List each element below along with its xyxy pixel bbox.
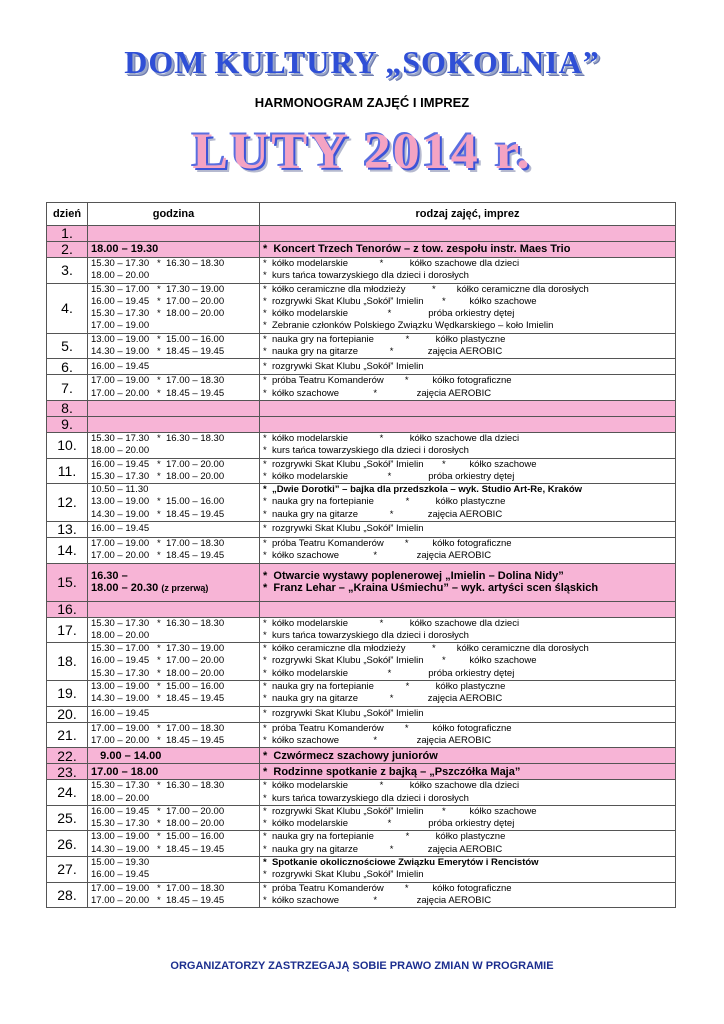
- day-cell: 24.: [47, 780, 88, 806]
- day-cell: 3.: [47, 258, 88, 284]
- activity-line: * nauka gry na fortepianie * kółko plastyczne: [263, 831, 506, 843]
- hours-line: 16.00 – 19.45: [91, 869, 150, 881]
- day-cell: 6.: [47, 359, 88, 375]
- hours-line: 13.00 – 19.00 * 15.00 – 16.00: [91, 333, 225, 345]
- page-title: DOM KULTURY „SOKOLNIA”: [124, 44, 600, 80]
- activity-line: * rozgrywki Skat Klubu „Sokół” Imielin * kółko szachowe: [263, 655, 537, 667]
- hours-line: 17.00 – 19.00 * 17.00 – 18.30: [91, 722, 225, 734]
- hours-line: 15.30 – 17.30 * 18.00 – 20.00: [91, 470, 225, 482]
- table-row: [47, 706, 676, 722]
- day-cell: 8.: [47, 400, 88, 416]
- hours-cell: [88, 359, 260, 375]
- table-row: [47, 764, 676, 780]
- hours-cell: [88, 780, 260, 806]
- hours-line: 17.00 – 20.00 * 18.45 – 19.45: [91, 550, 225, 562]
- day-cell: 14.: [47, 538, 88, 564]
- hours-cell: [88, 432, 260, 458]
- activity-line: * rozgrywki Skat Klubu „Sokół” Imielin: [263, 707, 424, 719]
- activity-line: * kółko modelarskie * kółko szachowe dla dzieci: [263, 780, 520, 792]
- hours-cell: [88, 882, 260, 908]
- activity-line: * nauka gry na gitarze * zajęcia AEROBIC: [263, 508, 503, 520]
- activity-line: * Zebranie członków Polskiego Związku Wędkarskiego – koło Imielin: [263, 320, 554, 332]
- hours-line: 15.30 – 17.30 * 16.30 – 18.30: [91, 432, 225, 444]
- hours-cell: [88, 375, 260, 401]
- activities-cell: [260, 681, 676, 707]
- hours-line: 16.00 – 19.45 * 17.00 – 20.00: [91, 655, 225, 667]
- activities-cell: [260, 706, 676, 722]
- hours-cell: [88, 601, 260, 617]
- table-row: [47, 242, 676, 258]
- activities-cell: [260, 484, 676, 522]
- activity-line: * Otwarcie wystawy poplenerowej „Imielin – Dolina Nidy”: [263, 569, 564, 582]
- hours-line: 17.00 – 19.00: [91, 320, 150, 332]
- activities-cell: [260, 601, 676, 617]
- hours-line: 15.30 – 17.00 * 17.30 – 19.00: [91, 643, 225, 655]
- activity-line: * rozgrywki Skat Klubu „Sokół” Imielin: [263, 869, 424, 881]
- month-heading: LUTY 2014 r.: [192, 122, 532, 180]
- activities-cell: [260, 563, 676, 601]
- day-cell: 18.: [47, 643, 88, 681]
- table-row: [47, 333, 676, 359]
- activities-cell: [260, 856, 676, 882]
- hours-cell: [88, 563, 260, 601]
- hours-line: 14.30 – 19.00 * 18.45 – 19.45: [91, 508, 225, 520]
- hours-line: 18.00 – 20.30: [91, 582, 159, 595]
- hours-line: (z przerwą): [161, 583, 209, 594]
- table-row: [47, 681, 676, 707]
- hours-line: 16.00 – 19.45: [91, 523, 150, 535]
- activities-cell: [260, 831, 676, 857]
- footer-note: ORGANIZATORZY ZASTRZEGAJĄ SOBIE PRAWO ZMIAN W PROGRAMIE: [170, 960, 554, 972]
- column-header-activities: rodzaj zajęć, imprez: [260, 203, 676, 226]
- activity-line: * kółko modelarskie * próba orkiestry dętej: [263, 667, 515, 679]
- table-row: [47, 856, 676, 882]
- activity-line: * próba Teatru Komanderów * kółko fotograficzne: [263, 538, 512, 550]
- activity-line: * kurs tańca towarzyskiego dla dzieci i dorosłych: [263, 792, 469, 804]
- hours-line: 17.00 – 20.00 * 18.45 – 19.45: [91, 894, 225, 906]
- day-cell: 1.: [47, 226, 88, 242]
- day-cell: 5.: [47, 333, 88, 359]
- activities-cell: [260, 882, 676, 908]
- activities-cell: [260, 764, 676, 780]
- table-row: [47, 601, 676, 617]
- hours-cell: [88, 706, 260, 722]
- table-header-row: [47, 203, 676, 226]
- hours-line: 17.00 – 19.00 * 17.00 – 18.30: [91, 538, 225, 550]
- activity-line: * kółko modelarskie * próba orkiestry dętej: [263, 818, 515, 830]
- activities-cell: [260, 617, 676, 643]
- hours-cell: [88, 416, 260, 432]
- day-cell: 26.: [47, 831, 88, 857]
- activity-line: * kółko modelarskie * kółko szachowe dla dzieci: [263, 432, 520, 444]
- activity-line: * próba Teatru Komanderów * kółko fotograficzne: [263, 375, 512, 387]
- activity-line: * kółko modelarskie * próba orkiestry dętej: [263, 470, 515, 482]
- day-cell: 10.: [47, 432, 88, 458]
- hours-line: 13.00 – 19.00 * 15.00 – 16.00: [91, 496, 225, 508]
- table-row: [47, 780, 676, 806]
- hours-line: 16.00 – 19.45: [91, 360, 150, 372]
- hours-cell: [88, 681, 260, 707]
- table-row: [47, 416, 676, 432]
- activities-cell: [260, 416, 676, 432]
- activity-line: * nauka gry na fortepianie * kółko plastyczne: [263, 681, 506, 693]
- hours-cell: [88, 400, 260, 416]
- activity-line: * nauka gry na fortepianie * kółko plastyczne: [263, 496, 506, 508]
- hours-line: 15.30 – 17.30 * 18.00 – 20.00: [91, 818, 225, 830]
- day-cell: 12.: [47, 484, 88, 522]
- activity-line: * kółko szachowe * zajęcia AEROBIC: [263, 734, 492, 746]
- day-cell: 27.: [47, 856, 88, 882]
- activity-line: * kurs tańca towarzyskiego dla dzieci i dorosłych: [263, 270, 469, 282]
- activities-cell: [260, 226, 676, 242]
- hours-cell: [88, 242, 260, 258]
- activities-cell: [260, 375, 676, 401]
- day-cell: 22.: [47, 748, 88, 764]
- hours-line: 15.30 – 17.30 * 16.30 – 18.30: [91, 780, 225, 792]
- hours-cell: [88, 856, 260, 882]
- activity-line: * kurs tańca towarzyskiego dla dzieci i dorosłych: [263, 629, 469, 641]
- activity-line: * próba Teatru Komanderów * kółko fotograficzne: [263, 722, 512, 734]
- activity-line: * Koncert Trzech Tenorów – z tow. zespołu instr. Maes Trio: [263, 243, 571, 256]
- hours-cell: [88, 538, 260, 564]
- hours-line: 18.00 – 20.00: [91, 445, 150, 457]
- table-row: [47, 400, 676, 416]
- activity-line: * kółko szachowe * zajęcia AEROBIC: [263, 894, 492, 906]
- hours-line: 15.30 – 17.30 * 18.00 – 20.00: [91, 308, 225, 320]
- hours-line: 15.30 – 17.00 * 17.30 – 19.00: [91, 283, 225, 295]
- activity-line: * nauka gry na gitarze * zajęcia AEROBIC: [263, 693, 503, 705]
- day-cell: 25.: [47, 805, 88, 831]
- hours-cell: [88, 226, 260, 242]
- hours-cell: [88, 617, 260, 643]
- hours-line: 13.00 – 19.00 * 15.00 – 16.00: [91, 831, 225, 843]
- table-row: [47, 643, 676, 681]
- hours-line: 15.00 – 19.30: [91, 856, 150, 868]
- day-cell: 17.: [47, 617, 88, 643]
- hours-line: 15.30 – 17.30 * 16.30 – 18.30: [91, 258, 225, 269]
- hours-cell: [88, 258, 260, 284]
- table-row: [47, 563, 676, 601]
- day-cell: 15.: [47, 563, 88, 601]
- hours-line: 9.00 – 14.00: [91, 749, 162, 762]
- activities-cell: [260, 400, 676, 416]
- day-cell: 11.: [47, 458, 88, 484]
- hours-line: 17.00 – 19.00 * 17.00 – 18.30: [91, 882, 225, 894]
- page-subtitle: HARMONOGRAM ZAJĘĆ I IMPREZ: [254, 95, 470, 110]
- hours-line: 17.00 – 18.00: [91, 765, 159, 778]
- hours-line: 18.00 – 20.00: [91, 629, 150, 641]
- table-row: [47, 359, 676, 375]
- activities-cell: [260, 643, 676, 681]
- activity-line: * rozgrywki Skat Klubu „Sokół” Imielin: [263, 360, 424, 372]
- day-cell: 13.: [47, 522, 88, 538]
- hours-cell: [88, 722, 260, 748]
- day-cell: 21.: [47, 722, 88, 748]
- activities-cell: [260, 722, 676, 748]
- hours-cell: [88, 522, 260, 538]
- activity-line: * rozgrywki Skat Klubu „Sokół” Imielin * kółko szachowe: [263, 805, 537, 817]
- table-row: [47, 748, 676, 764]
- hours-line: 18.00 – 20.00: [91, 792, 150, 804]
- activity-line: * nauka gry na gitarze * zajęcia AEROBIC: [263, 843, 503, 855]
- hours-cell: [88, 748, 260, 764]
- day-cell: 19.: [47, 681, 88, 707]
- hours-line: 18.00 – 20.00: [91, 270, 150, 282]
- day-cell: 7.: [47, 375, 88, 401]
- table-row: [47, 258, 676, 284]
- activities-cell: [260, 458, 676, 484]
- hours-cell: [88, 805, 260, 831]
- hours-line: 14.30 – 19.00 * 18.45 – 19.45: [91, 843, 225, 855]
- hours-line: 17.00 – 20.00 * 18.45 – 19.45: [91, 387, 225, 399]
- hours-line: 16.00 – 19.45: [91, 707, 150, 719]
- hours-line: 14.30 – 19.00 * 18.45 – 19.45: [91, 693, 225, 705]
- table-row: [47, 617, 676, 643]
- hours-line: 16.00 – 19.45 * 17.00 – 20.00: [91, 458, 225, 470]
- day-cell: 9.: [47, 416, 88, 432]
- day-cell: 2.: [47, 242, 88, 258]
- day-cell: 20.: [47, 706, 88, 722]
- activity-line: * rozgrywki Skat Klubu „Sokół” Imielin: [263, 523, 424, 535]
- table-row: [47, 226, 676, 242]
- activities-cell: [260, 333, 676, 359]
- hours-cell: [88, 458, 260, 484]
- activities-cell: [260, 538, 676, 564]
- activities-cell: [260, 432, 676, 458]
- hours-line: 16.00 – 19.45 * 17.00 – 20.00: [91, 805, 225, 817]
- hours-cell: [88, 831, 260, 857]
- table-row: [47, 805, 676, 831]
- activity-line: * kółko szachowe * zajęcia AEROBIC: [263, 550, 492, 562]
- table-row: [47, 522, 676, 538]
- hours-cell: [88, 643, 260, 681]
- activities-cell: [260, 522, 676, 538]
- activities-cell: [260, 283, 676, 333]
- activity-line: * próba Teatru Komanderów * kółko fotograficzne: [263, 882, 512, 894]
- activities-cell: [260, 805, 676, 831]
- day-cell: 16.: [47, 601, 88, 617]
- hours-line: 15.30 – 17.30 * 16.30 – 18.30: [91, 617, 225, 629]
- hours-cell: [88, 283, 260, 333]
- activities-cell: [260, 359, 676, 375]
- activity-line: * rozgrywki Skat Klubu „Sokół” Imielin * kółko szachowe: [263, 295, 537, 307]
- activity-line: * kółko modelarskie * kółko szachowe dla dzieci: [263, 617, 520, 629]
- table-row: [47, 538, 676, 564]
- table-row: [47, 283, 676, 333]
- day-cell: 28.: [47, 882, 88, 908]
- activity-line: * nauka gry na fortepianie * kółko plastyczne: [263, 333, 506, 345]
- table-row: [47, 432, 676, 458]
- table-row: [47, 375, 676, 401]
- activities-cell: [260, 242, 676, 258]
- hours-line: 10.50 – 11.30: [91, 484, 149, 496]
- table-row: [47, 722, 676, 748]
- hours-line: 16.30 –: [91, 569, 128, 582]
- activity-line: * Franz Lehar – „Kraina Uśmiechu” – wyk. artyści scen śląskich: [263, 582, 599, 595]
- table-row: [47, 882, 676, 908]
- activities-cell: [260, 780, 676, 806]
- activity-line: * rozgrywki Skat Klubu „Sokół” Imielin * kółko szachowe: [263, 458, 537, 470]
- hours-line: 13.00 – 19.00 * 15.00 – 16.00: [91, 681, 225, 693]
- activity-line: * kółko ceramiczne dla młodzieży * kółko ceramiczne dla dorosłych: [263, 283, 589, 295]
- hours-line: 17.00 – 20.00 * 18.45 – 19.45: [91, 734, 225, 746]
- activity-line: * Rodzinne spotkanie z bajką – „Pszczółka Maja”: [263, 765, 521, 778]
- activities-cell: [260, 258, 676, 284]
- column-header-hours: godzina: [88, 203, 260, 226]
- hours-line: 14.30 – 19.00 * 18.45 – 19.45: [91, 346, 225, 358]
- activity-line: * nauka gry na gitarze * zajęcia AEROBIC: [263, 346, 503, 358]
- hours-cell: [88, 484, 260, 522]
- hours-cell: [88, 333, 260, 359]
- activity-line: * kółko modelarskie * kółko szachowe dla dzieci: [263, 258, 520, 269]
- hours-line: 17.00 – 19.00 * 17.00 – 18.30: [91, 375, 225, 387]
- activity-line: * kółko szachowe * zajęcia AEROBIC: [263, 387, 492, 399]
- activity-line: * Spotkanie okolicznościowe Związku Emerytów i Rencistów: [263, 856, 539, 868]
- activity-line: * „Dwie Dorotki” – bajka dla przedszkola – wyk. Studio Art-Re, Kraków: [263, 484, 583, 496]
- day-cell: 4.: [47, 283, 88, 333]
- hours-line: 16.00 – 19.45 * 17.00 – 20.00: [91, 295, 225, 307]
- activities-cell: [260, 748, 676, 764]
- column-header-day: dzień: [47, 203, 88, 226]
- hours-line: 15.30 – 17.30 * 18.00 – 20.00: [91, 667, 225, 679]
- activity-line: * Czwórmecz szachowy juniorów: [263, 749, 438, 762]
- table-row: [47, 831, 676, 857]
- activity-line: * kółko ceramiczne dla młodzieży * kółko ceramiczne dla dorosłych: [263, 643, 589, 655]
- schedule-table: [46, 202, 676, 908]
- table-row: [47, 484, 676, 522]
- hours-cell: [88, 764, 260, 780]
- hours-line: 18.00 – 19.30: [91, 243, 159, 256]
- activity-line: * kółko modelarskie * próba orkiestry dętej: [263, 308, 515, 320]
- day-cell: 23.: [47, 764, 88, 780]
- activity-line: * kurs tańca towarzyskiego dla dzieci i dorosłych: [263, 445, 469, 457]
- table-row: [47, 458, 676, 484]
